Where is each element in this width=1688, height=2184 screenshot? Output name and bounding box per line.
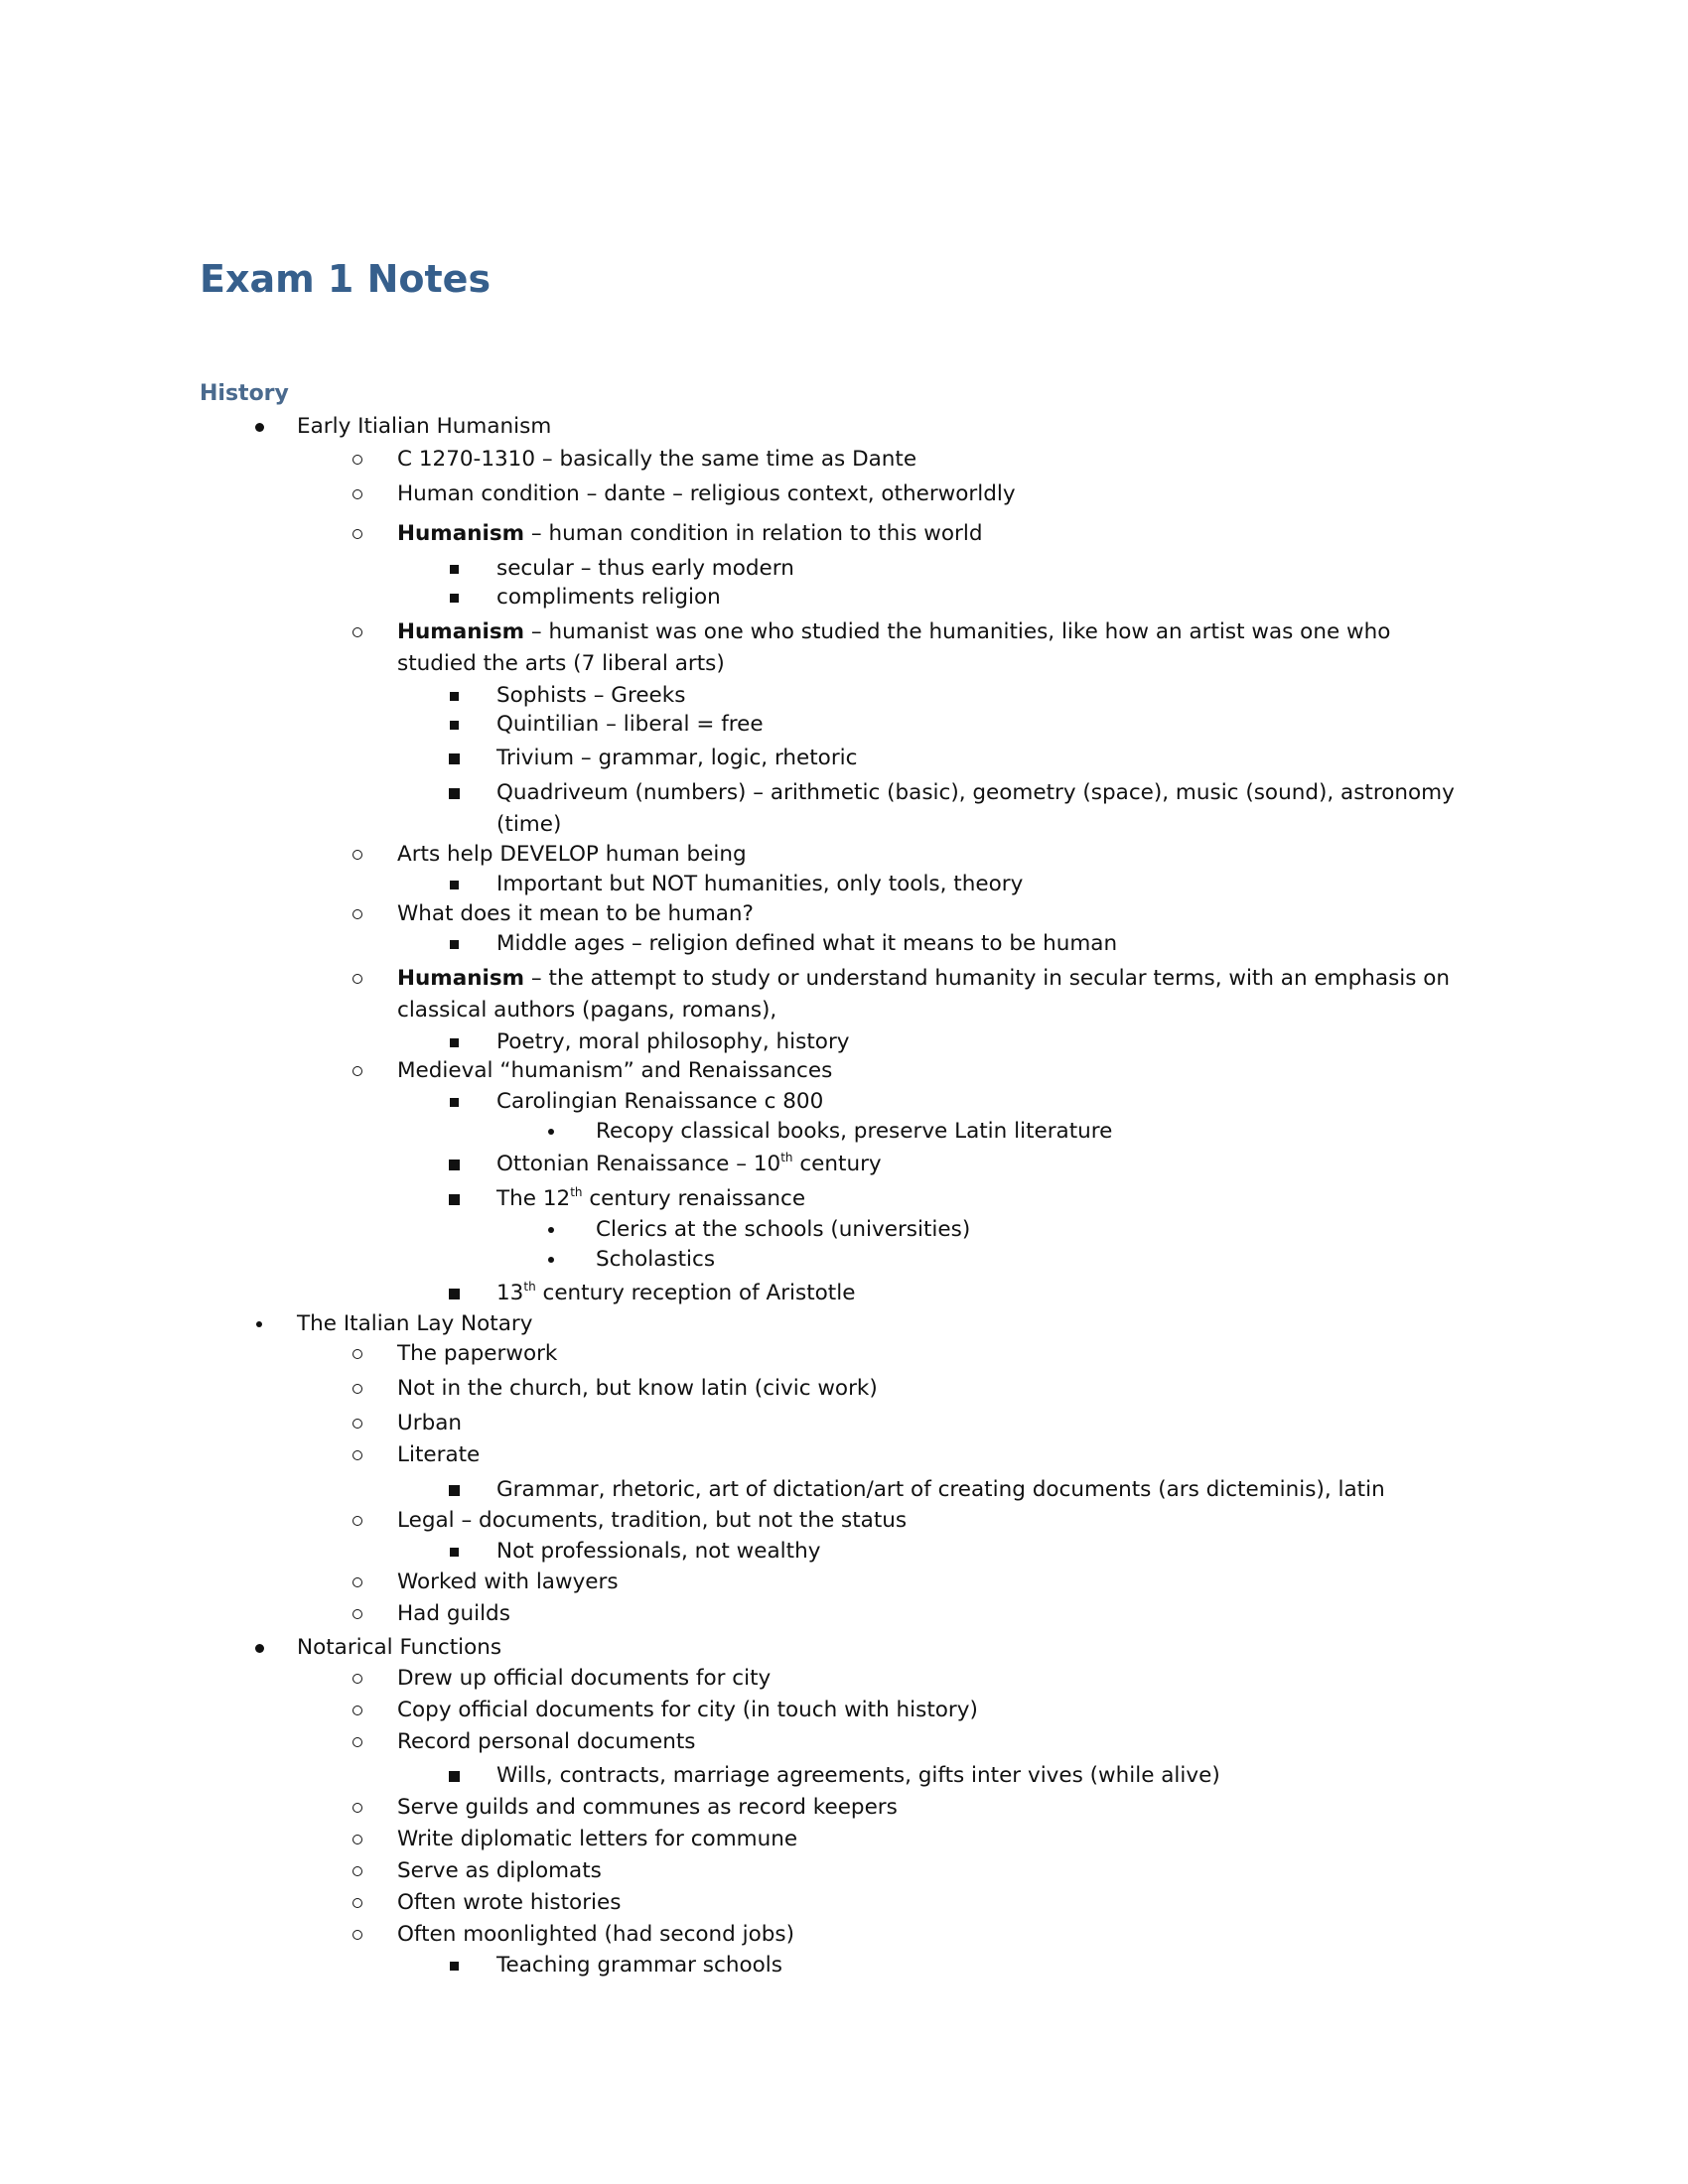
- list-item: Human condition – dante – religious context, otherworldly: [397, 478, 1016, 510]
- bullet-icon: [348, 839, 367, 871]
- list-item: C 1270-1310 – basically the same time as Dante: [397, 444, 916, 476]
- list-item: secular – thus early modern: [496, 553, 794, 585]
- list-item: Grammar, rhetoric, art of dictation/art of creating documents (ars dicteminis), latin: [496, 1474, 1385, 1506]
- list-item: Scholastics: [596, 1244, 715, 1276]
- list-item: Humanism – the attempt to study or understand humanity in secular terms, with an emphasis on classical authors (pagans, romans),: [397, 963, 1499, 1026]
- list-item: Early Itialian Humanism: [297, 411, 551, 443]
- bullet-icon: [348, 1408, 367, 1439]
- bullet-icon: [444, 553, 464, 585]
- bullet-icon: [249, 1308, 269, 1340]
- list-item: Trivium – grammar, logic, rhetoric: [496, 743, 857, 774]
- bullet-icon: [444, 928, 464, 960]
- bullet-icon: [348, 1505, 367, 1537]
- list-item: The paperwork: [397, 1338, 557, 1370]
- list-item: Serve as diplomats: [397, 1855, 602, 1887]
- bullet-icon: [348, 1439, 367, 1471]
- list-item: Legal – documents, tradition, but not the status: [397, 1505, 907, 1537]
- bullet-icon: [348, 478, 367, 510]
- bullet-icon: [444, 1149, 464, 1180]
- bullet-icon: [348, 616, 367, 648]
- list-item: Ottonian Renaissance – 10th century: [496, 1149, 882, 1180]
- bullet-icon: [541, 1244, 561, 1276]
- list-item: Poetry, moral philosophy, history: [496, 1026, 850, 1058]
- bullet-icon: [348, 1598, 367, 1630]
- list-item: Quintilian – liberal = free: [496, 709, 764, 741]
- bullet-icon: [348, 1887, 367, 1919]
- list-item: Recopy classical books, preserve Latin literature: [596, 1116, 1112, 1148]
- bullet-icon: [348, 1338, 367, 1370]
- bullet-icon: [444, 743, 464, 774]
- bullet-icon: [444, 1183, 464, 1215]
- bullet-icon: [249, 1632, 269, 1664]
- list-item: Middle ages – religion defined what it means to be human: [496, 928, 1117, 960]
- bullet-icon: [444, 1474, 464, 1506]
- list-item: Had guilds: [397, 1598, 510, 1630]
- bullet-icon: [348, 1726, 367, 1758]
- list-item: Literate: [397, 1439, 480, 1471]
- list-item: Often moonlighted (had second jobs): [397, 1919, 794, 1951]
- bullet-icon: [348, 1663, 367, 1695]
- bullet-icon: [348, 963, 367, 995]
- bullet-icon: [541, 1116, 561, 1148]
- list-item: Not professionals, not wealthy: [496, 1536, 820, 1568]
- bullet-icon: [348, 1373, 367, 1405]
- page-title: Exam 1 Notes: [200, 257, 492, 301]
- bullet-icon: [348, 1055, 367, 1087]
- bullet-icon: [348, 518, 367, 550]
- bullet-icon: [444, 582, 464, 614]
- list-item: The Italian Lay Notary: [297, 1308, 532, 1340]
- list-item: Sophists – Greeks: [496, 680, 685, 712]
- list-item: Serve guilds and communes as record keepers: [397, 1792, 898, 1824]
- section-heading-history: History: [200, 381, 289, 406]
- bullet-icon: [444, 869, 464, 900]
- bullet-icon: [444, 1950, 464, 1981]
- bullet-icon: [444, 1086, 464, 1118]
- list-item: Worked with lawyers: [397, 1567, 619, 1598]
- list-item: Teaching grammar schools: [496, 1950, 782, 1981]
- list-item: Humanism – human condition in relation to this world: [397, 518, 982, 550]
- bullet-icon: [444, 1026, 464, 1058]
- list-item: compliments religion: [496, 582, 721, 614]
- list-item: Humanism – humanist was one who studied the humanities, like how an artist was one who studied the arts (7 liberal arts): [397, 616, 1430, 680]
- bullet-icon: [444, 709, 464, 741]
- list-item: Arts help DEVELOP human being: [397, 839, 747, 871]
- bullet-icon: [444, 680, 464, 712]
- list-item: Not in the church, but know latin (civic work): [397, 1373, 878, 1405]
- list-item: Often wrote histories: [397, 1887, 621, 1919]
- list-item: 13th century reception of Aristotle: [496, 1278, 855, 1309]
- list-item: Write diplomatic letters for commune: [397, 1824, 797, 1855]
- bullet-icon: [444, 1536, 464, 1568]
- bullet-icon: [541, 1214, 561, 1246]
- bullet-icon: [348, 444, 367, 476]
- list-item: Carolingian Renaissance c 800: [496, 1086, 823, 1118]
- bullet-icon: [348, 1919, 367, 1951]
- list-item: Important but NOT humanities, only tools, theory: [496, 869, 1023, 900]
- bullet-icon: [444, 1278, 464, 1309]
- list-item: Quadriveum (numbers) – arithmetic (basic), geometry (space), music (sound), astronomy (time): [496, 777, 1519, 841]
- list-item: Medieval “humanism” and Renaissances: [397, 1055, 832, 1087]
- list-item: Notarical Functions: [297, 1632, 501, 1664]
- list-item: Record personal documents: [397, 1726, 695, 1758]
- list-item: Clerics at the schools (universities): [596, 1214, 970, 1246]
- bullet-icon: [348, 1792, 367, 1824]
- bullet-icon: [348, 1855, 367, 1887]
- list-item: The 12th century renaissance: [496, 1183, 805, 1215]
- bullet-icon: [348, 1567, 367, 1598]
- bullet-icon: [444, 777, 464, 809]
- bullet-icon: [444, 1760, 464, 1792]
- list-item: Copy official documents for city (in touch with history): [397, 1695, 978, 1726]
- bullet-icon: [348, 898, 367, 930]
- list-item: Wills, contracts, marriage agreements, gifts inter vives (while alive): [496, 1760, 1220, 1792]
- list-item: Urban: [397, 1408, 462, 1439]
- bullet-icon: [348, 1695, 367, 1726]
- list-item: Drew up official documents for city: [397, 1663, 771, 1695]
- list-item: What does it mean to be human?: [397, 898, 754, 930]
- bullet-icon: [348, 1824, 367, 1855]
- bullet-icon: [249, 411, 269, 443]
